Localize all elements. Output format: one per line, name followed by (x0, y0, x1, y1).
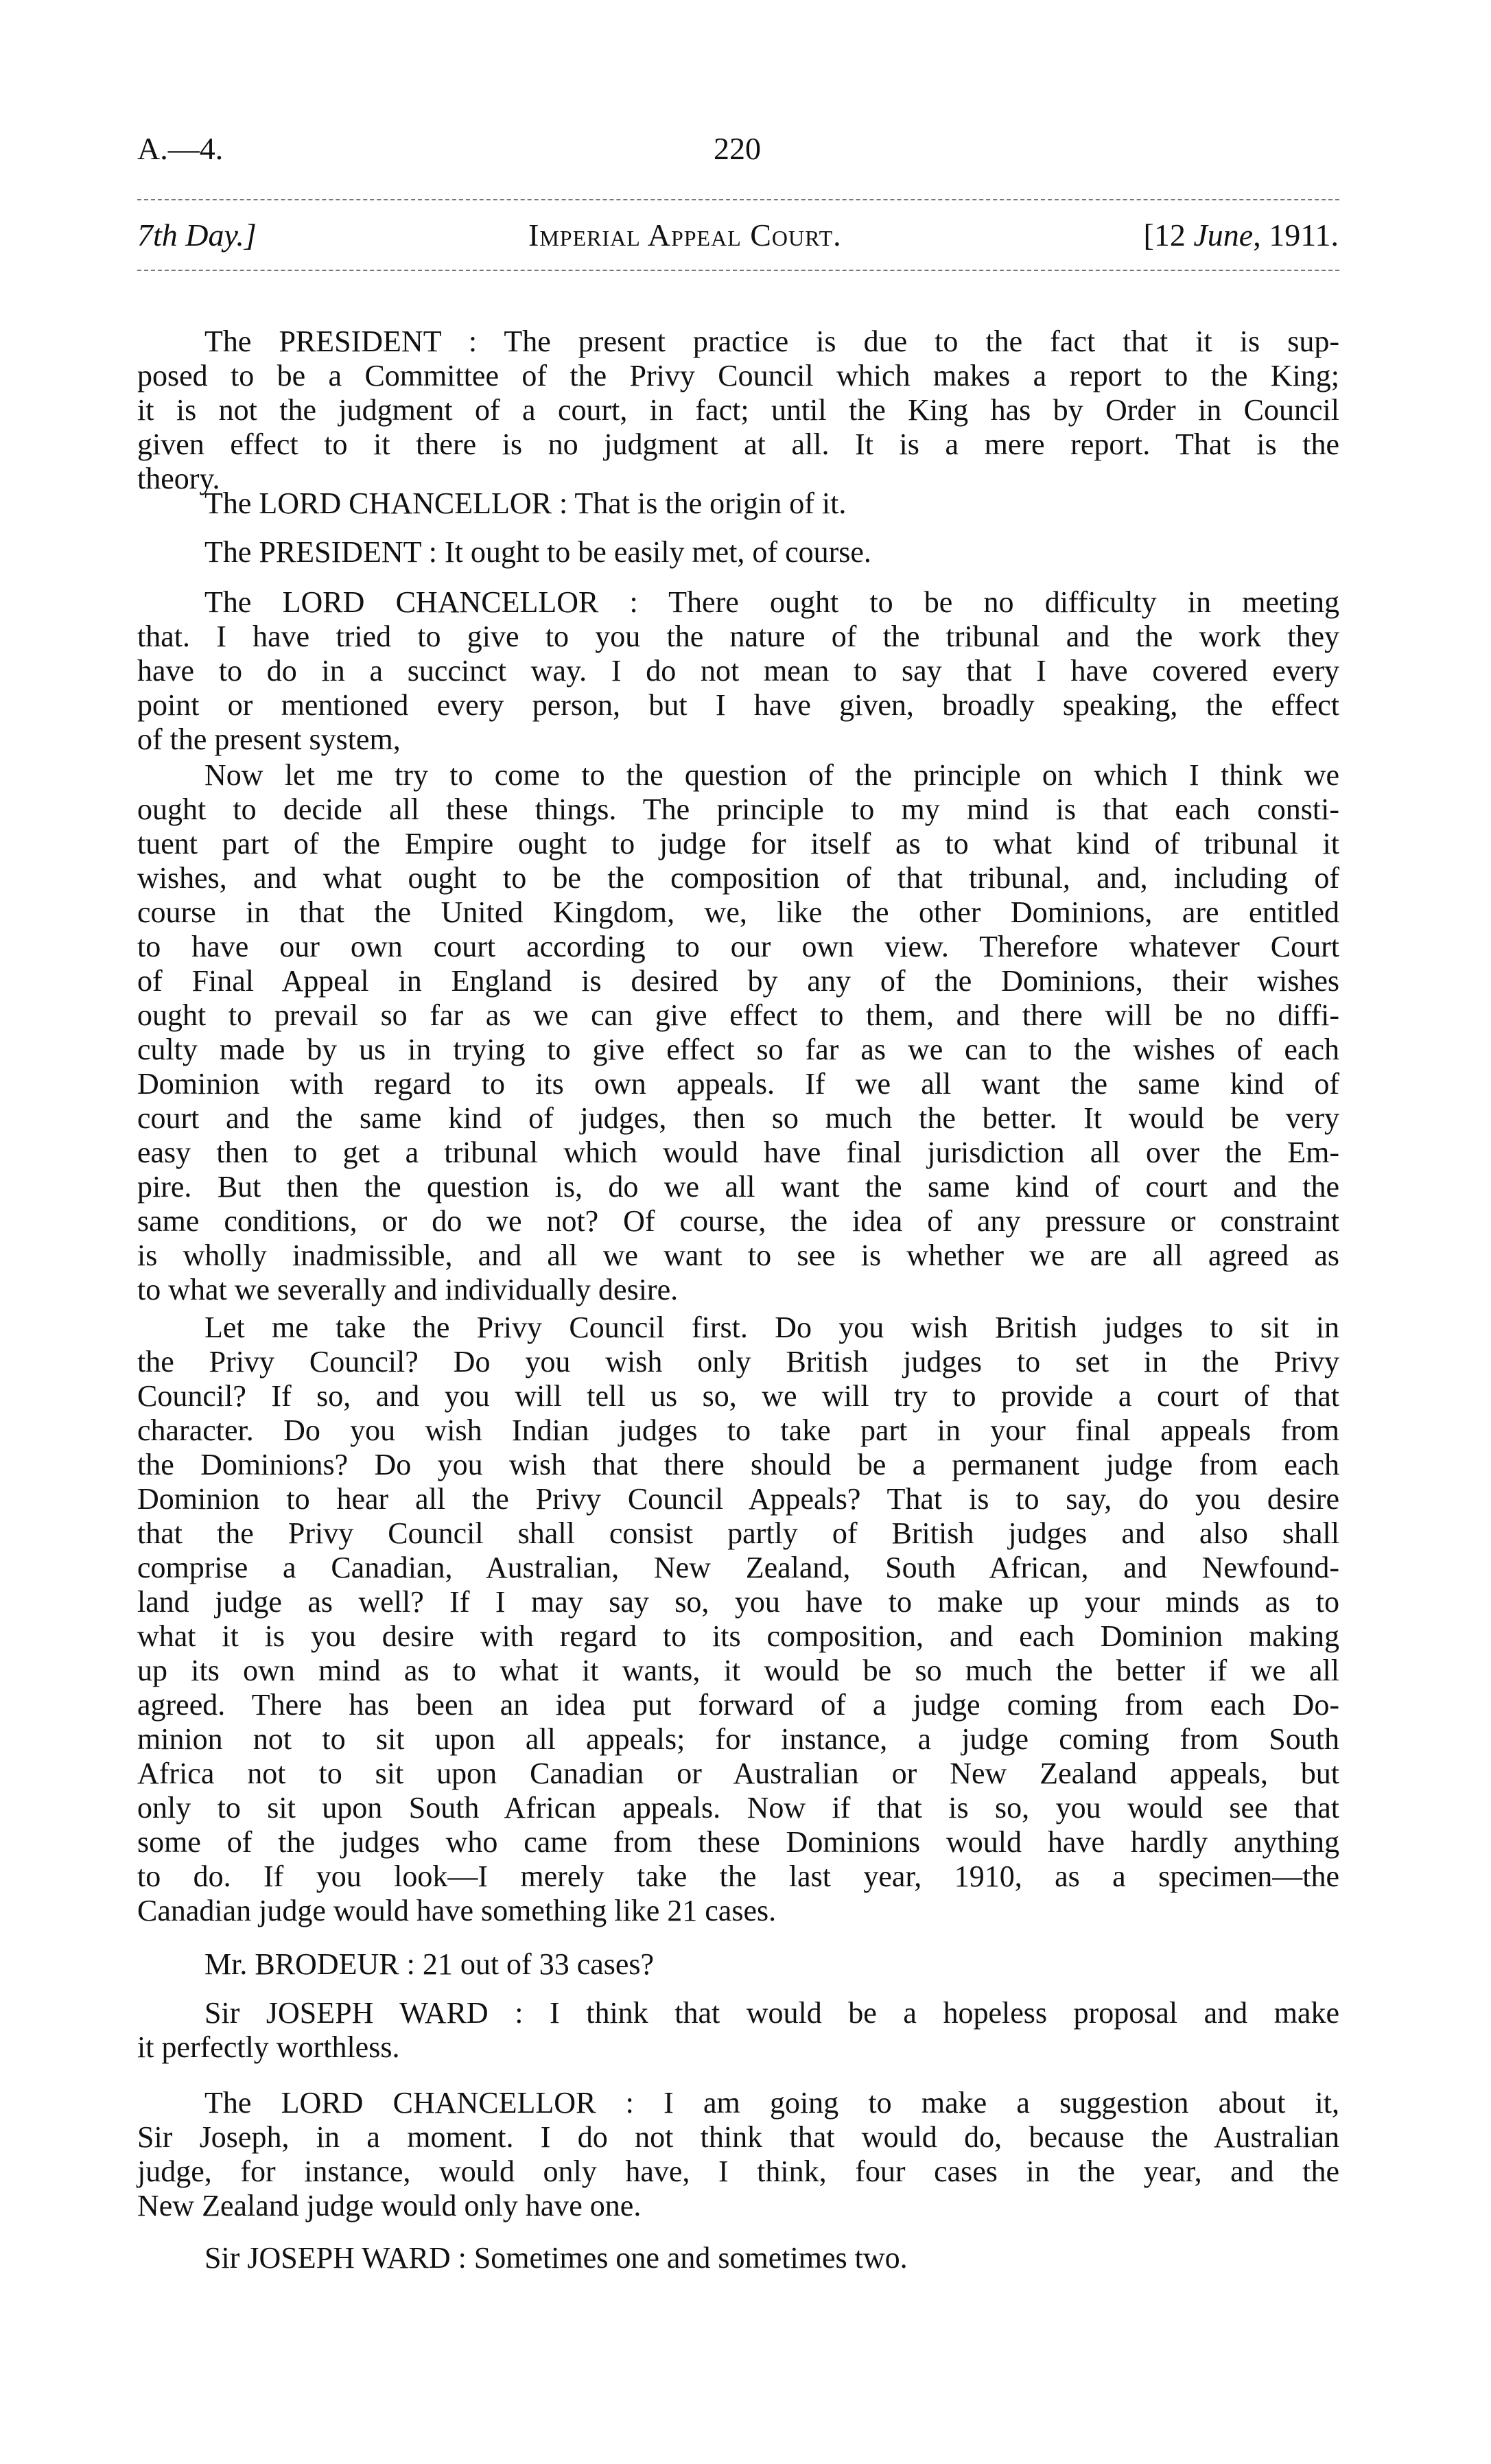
text-line: New Zealand judge would only have one. (137, 2189, 642, 2222)
text-line: The PRESIDENT : It ought to be easily met, of course. (204, 535, 871, 569)
sitting-day-text: 7th Day.] (137, 218, 257, 253)
sitting-date (1144, 218, 1339, 253)
paragraph (137, 2086, 1339, 2223)
text-line: ought to decide all these things. The principle to my mind is that each consti- (137, 793, 1339, 826)
paragraph (137, 1311, 1339, 1928)
text-line: it perfectly worthless. (137, 2030, 400, 2064)
text-line: The LORD CHANCELLOR : I am going to make a suggestion about it, (204, 2086, 1339, 2120)
paragraph (137, 2241, 1339, 2275)
text-line: judge, for instance, would only have, I think, four cases in the year, and the (137, 2155, 1339, 2188)
text-line: Mr. BRODEUR : 21 out of 33 cases? (204, 1947, 655, 1981)
text-line: Dominion with regard to its own appeals. If we all want the same kind of (137, 1067, 1339, 1101)
text-line: Let me take the Privy Council first. Do you wish British judges to sit in (204, 1311, 1339, 1344)
text-line: The LORD CHANCELLOR : That is the origin of it. (204, 486, 847, 520)
text-line: pire. But then the question is, do we all want the same kind of court and the (137, 1170, 1339, 1204)
paragraph (137, 535, 1339, 570)
text-line: comprise a Canadian, Australian, New Zealand, South African, and Newfound- (137, 1551, 1339, 1584)
text-line: point or mentioned every person, but I have given, broadly speaking, the effect (137, 688, 1339, 722)
text-line: only to sit upon South African appeals. Now if that is so, you would see that (137, 1791, 1339, 1824)
text-line: given effect to it there is no judgment at all. It is a mere report. That is the (137, 427, 1339, 461)
text-line: ought to prevail so far as we can give effect to them, and there will be no diffi- (137, 998, 1339, 1032)
paragraph (137, 585, 1339, 757)
text-line: posed to be a Committee of the Privy Council which makes a report to the King; (137, 359, 1339, 392)
page-number: 220 (714, 131, 761, 166)
date-month: June (1193, 218, 1254, 253)
text-line: Africa not to sit upon Canadian or Australian or New Zealand appeals, but (137, 1757, 1339, 1790)
document-reference: A.—4. (137, 131, 224, 166)
text-line: The PRESIDENT : The present practice is due to the fact that it is sup- (204, 325, 1339, 358)
text-line: Sir JOSEPH WARD : I think that would be a hopeless proposal and make (204, 1996, 1339, 2030)
text-line: Sir Joseph, in a moment. I do not think that would do, because the Australian (137, 2120, 1339, 2154)
paragraph (137, 1996, 1339, 2065)
text-line: up its own mind as to what it wants, it would be so much the better if we all (137, 1654, 1339, 1687)
running-title: Imperial Appeal Court. (528, 218, 842, 253)
sitting-day (137, 218, 257, 253)
text-line: course in that the United Kingdom, we, like the other Dominions, are entitled (137, 895, 1339, 929)
text-line: same conditions, or do we not? Of course, the idea of any pressure or constraint (137, 1204, 1339, 1238)
text-line: to do. If you look—I merely take the last year, 1910, as a specimen—the (137, 1859, 1339, 1893)
text-line: Council? If so, and you will tell us so, we will try to provide a court of that (137, 1379, 1339, 1413)
paragraph (137, 1947, 1339, 1982)
text-line: some of the judges who came from these Dominions would have hardly anything (137, 1825, 1339, 1859)
header-rule-top (137, 199, 1339, 200)
text-line: of the present system, (137, 723, 401, 756)
text-line: wishes, and what ought to be the composition of that tribunal, and, including of (137, 861, 1339, 895)
text-line: the Privy Council? Do you wish only British judges to set in the Privy (137, 1345, 1339, 1378)
text-line: Now let me try to come to the question of the principle on which I think we (204, 758, 1339, 792)
date-prefix: [12 (1143, 218, 1194, 253)
paragraph (137, 758, 1339, 1307)
text-line: it is not the judgment of a court, in fact; until the King has by Order in Council (137, 393, 1339, 427)
text-line: agreed. There has been an idea put forward of a judge coming from each Do- (137, 1688, 1339, 1722)
text-line: easy then to get a tribunal which would have final jurisdiction all over the Em- (137, 1136, 1339, 1169)
text-line: the Dominions? Do you wish that there should be a permanent judge from each (137, 1448, 1339, 1481)
paragraph (137, 486, 1339, 521)
text-line: tuent part of the Empire ought to judge for itself as to what kind of tribunal it (137, 827, 1339, 860)
text-line: court and the same kind of judges, then so much the better. It would be very (137, 1101, 1339, 1135)
text-line: that the Privy Council shall consist partly of British judges and also shall (137, 1516, 1339, 1550)
paragraph (137, 325, 1339, 496)
text-line: character. Do you wish Indian judges to take part in your final appeals from (137, 1413, 1339, 1447)
text-line: Canadian judge would have something like 21 cases. (137, 1894, 777, 1927)
text-line: land judge as well? If I may say so, you have to make up your minds as to (137, 1585, 1339, 1619)
text-line: that. I have tried to give to you the nature of the tribunal and the work they (137, 620, 1339, 653)
text-line: Dominion to hear all the Privy Council Appeals? That is to say, do you desire (137, 1482, 1339, 1516)
text-line: to have our own court according to our own view. Therefore whatever Court (137, 930, 1339, 963)
text-line: of Final Appeal in England is desired by any of the Dominions, their wishes (137, 964, 1339, 998)
date-suffix: , 1911. (1253, 218, 1339, 253)
text-line: theory. (137, 462, 220, 495)
text-line: to what we severally and individually desire. (137, 1273, 679, 1306)
text-line: have to do in a succinct way. I do not mean to say that I have covered every (137, 654, 1339, 688)
text-line: is wholly inadmissible, and all we want to see is whether we are all agreed as (137, 1239, 1339, 1272)
text-line: Sir JOSEPH WARD : Sometimes one and sometimes two. (204, 2241, 908, 2275)
header-rule-bottom (137, 270, 1339, 271)
text-line: minion not to sit upon all appeals; for instance, a judge coming from South (137, 1722, 1339, 1756)
text-line: The LORD CHANCELLOR : There ought to be no difficulty in meeting (204, 585, 1339, 619)
text-line: what it is you desire with regard to its composition, and each Dominion making (137, 1619, 1339, 1653)
text-line: culty made by us in trying to give effect so far as we can to the wishes of each (137, 1033, 1339, 1066)
